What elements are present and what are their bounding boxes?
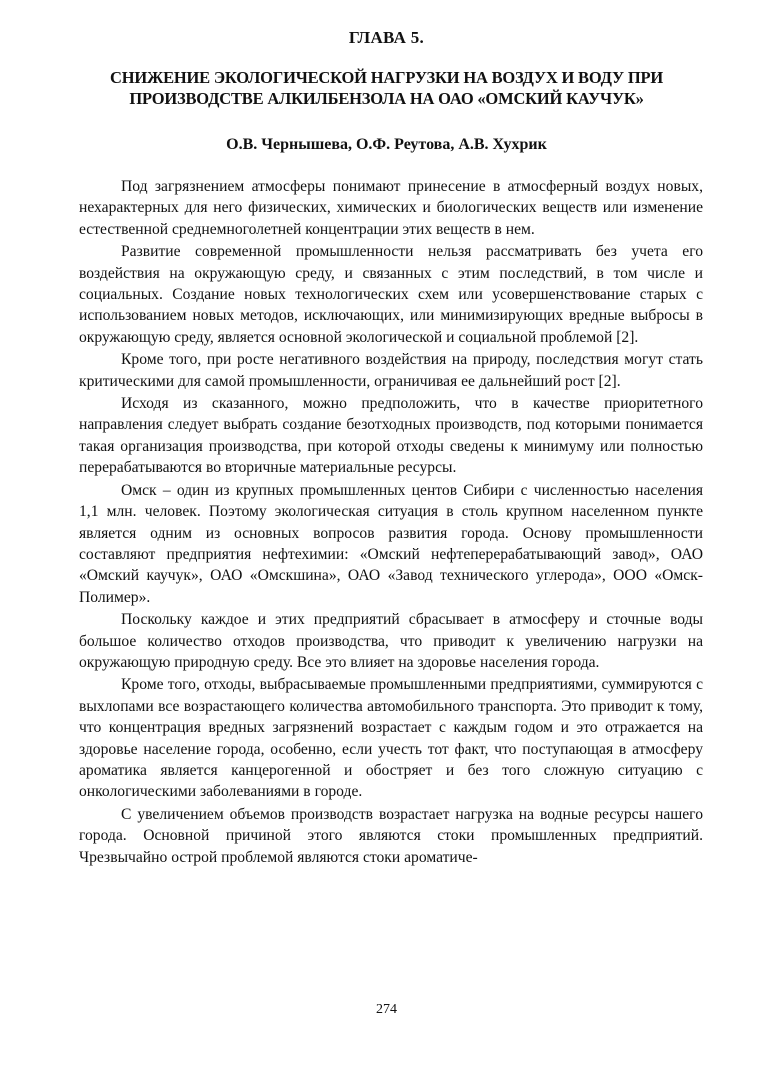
paragraph: С увеличением объемов производств возрастает нагрузка на водные ресурсы нашего города. Основной причиной этого являются стоки промышленных предприятий. Чрезвычайно острой проблемой являются стоки ароматиче- <box>79 805 703 866</box>
authors-line: О.В. Чернышева, О.Ф. Реутова, А.В. Хухрик <box>226 136 547 153</box>
paragraph: Кроме того, при росте негативного воздействия на природу, последствия могут стать критическими для самой промышленности, ограничивая ее дальнейший рост [2]. <box>79 351 703 390</box>
title-line: ПРОИЗВОДСТВЕ АЛКИЛБЕНЗОЛА НА ОАО «ОМСКИЙ КАУЧУК» <box>129 89 644 108</box>
paragraph: Под загрязнением атмосферы понимают принесение в атмосферный воздух новых, нехарактерных для него физических, химических и биологических веществ или изменение естественной среднемноголетней концентрации этих веществ в нем. <box>79 178 703 238</box>
chapter-heading: ГЛАВА 5. <box>348 28 425 47</box>
paragraph: Поскольку каждое и этих предприятий сбрасывает в атмосферу и сточные воды большое количество отходов производства, что приводит к увеличению нагрузки на окружающую природную среду. Все это влияет на здоровье населения города. <box>79 611 703 671</box>
paragraph: Исходя из сказанного, можно предположить, что в качестве приоритетного направления следует выбрать создание безотходных производств, под которыми понимается такая организация производства, при которой отходы сведены к минимуму или полностью перерабатываются во вторичные материальные ресурсы. <box>79 395 703 477</box>
page-number: 274 <box>376 1002 397 1017</box>
paragraph: Кроме того, отходы, выбрасываемые промышленными предприятиями, суммируются с выхлопами все возрастающего количества автомобильного транспорта. Это приводит к тому, что концентрация вредных загрязнений возрастает с каждым годом и это отражается на здоровье население города, особенно, если учесть тот факт, что поступающая в атмосферу ароматика является канцерогенной и обостряет и без того сложную ситуацию с онкологическими заболеваниями в городе. <box>79 676 703 801</box>
article-body <box>79 176 703 869</box>
title-line: СНИЖЕНИЕ ЭКОЛОГИЧЕСКОЙ НАГРУЗКИ НА ВОЗДУХ И ВОДУ ПРИ <box>110 68 663 87</box>
paragraph: Развитие современной промышленности нельзя рассматривать без учета его воздействия на окружающую среду, и связанных с этим последствий, в том числе и социальных. Создание новых технологических схем или усовершенствование старых с использованием новых методов, исключающих, или минимизирующих вредные выбросы в окружающую среду, является основной экологической и социальной проблемой [2]. <box>79 243 703 346</box>
article-title <box>70 67 703 109</box>
paragraph: Омск – один из крупных промышленных центов Сибири с численностью населения 1,1 млн. человек. Поэтому экологическая ситуация в столь крупном населенном пункте является одним из основных вопросов развития города. Основу промышленности составляют предприятия нефтехимии: «Омский нефтеперерабатывающий завод», ОАО «Омский каучук», ОАО «Омскшина», ОАО «Завод технического углерода», ООО «Омск-Полимер». <box>79 481 703 606</box>
